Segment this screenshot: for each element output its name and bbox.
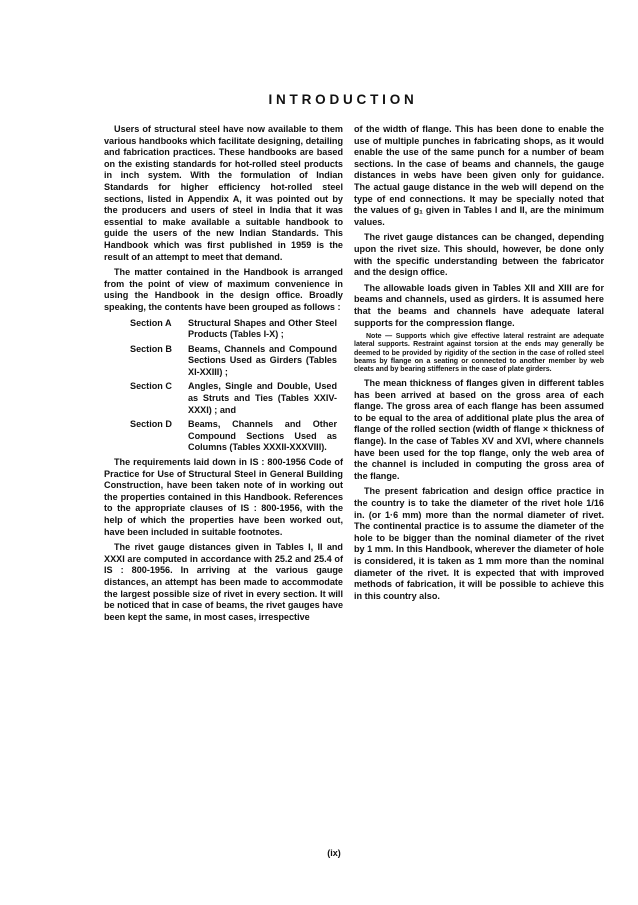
section-list-item xyxy=(130,344,343,379)
section-label: Section C xyxy=(130,381,172,392)
paragraph: of the width of flange. This has been done to enable the use of multiple punches in fabricating shops, as it would enable the use of the same punch for a number of beam sections. In the case of beams and channels, the gauge distances in webs have been given only for guidance. The actual gauge distance in the web will depend on the type of end connections. It may be specially noted that the values of g₁ given in Tables I and II, are the minimum values. xyxy=(354,124,604,227)
note xyxy=(354,333,604,374)
section-list-item xyxy=(130,381,343,416)
section-description: Structural Shapes and Other Steel Products (Tables I-X) ; xyxy=(188,317,337,340)
section-list-item xyxy=(130,318,343,341)
left-column xyxy=(104,124,343,627)
paragraph: The mean thickness of flanges given in different tables has been arrived at based on the gross area of each flange. The gross area of each flange has been assumed to be equal to the area of additional plate plus the area of flange of the rolled section (width of flange × thickness of flange). In the case of Tables XV and XVI, where channels have been used for the top flange, only the web area of the channel is included in computing the gross area of the flange. xyxy=(354,378,604,481)
page-number: (ix) xyxy=(327,848,341,858)
section-description: Angles, Single and Double, Used as Struts and Ties (Tables XXIV-XXXI) ; and xyxy=(188,381,337,415)
right-column xyxy=(354,124,604,606)
paragraph: Users of structural steel have now available to them various handbooks which facilitate designing, detailing and fabrication practices. These handbooks are based on the existing standards for hot-rolled steel products in inch system. With the formulation of Indian Standards for higher efficiency hot-rolled steel sections, listed in Appendix A, it was pointed out by the producers and users of steel in India that it was essential to make available a suitable handbook to guide the users of the new Indian Standards. This Handbook which was first published in 1959 is the result of an attempt to meet that demand. xyxy=(104,124,343,262)
section-description: Beams, Channels and Compound Sections Used as Girders (Tables XI-XXIII) ; xyxy=(188,343,337,377)
section-label: Section A xyxy=(130,317,172,328)
paragraph: The requirements laid down in IS : 800-1956 Code of Practice for Use of Structural Steel in General Building Construction, have been taken note of in working out the properties contained in this Handbook. References to the appropriate clauses of IS : 800-1956, with the help of which the properties have been worked out, have been included in suitable footnotes. xyxy=(104,457,343,537)
section-list-item xyxy=(130,419,343,454)
page-title: INTRODUCTION xyxy=(268,92,418,107)
section-label: Section D xyxy=(130,419,172,430)
paragraph: The allowable loads given in Tables XII and XIII are for beams and channels, used as girders. It is assumed here that the beams and channels have adequate lateral supports for the compression flange. xyxy=(354,282,604,328)
paragraph: The present fabrication and design office practice in the country is to take the diameter of the rivet hole 1/16 in. (or 1·6 mm) more than the normal diameter of rivet. The continental practice is to assume the diameter of the hole to be bigger than the nominal diameter of the rivet by 1 mm. In this Handbook, wherever the diameter of hole is considered, it is taken as 1 mm more than the nominal diameter of the rivet. It is expected that with improved methods of fabrication, it will be possible to achieve this in this country also. xyxy=(354,486,604,601)
paragraph: The rivet gauge distances given in Tables I, II and XXXI are computed in accordance with 25.2 and 25.4 of IS : 800-1956. In arriving at the various gauge distances, an attempt has been made to accommodate the largest possible size of rivet in every section. It will be noticed that in case of beams, the rivet gauges have been kept the same, in most cases, irrespective xyxy=(104,542,343,622)
paragraph: The rivet gauge distances can be changed, depending upon the rivet size. This should, however, be done only with the specific understanding between the fabricator and the design office. xyxy=(354,232,604,278)
note-label: Note — xyxy=(366,333,396,341)
paragraph: The matter contained in the Handbook is arranged from the point of view of maximum convenience in using the Handbook in the design office. Broadly speaking, the contents have been grouped as follows : xyxy=(104,267,343,312)
section-description: Beams, Channels and Other Compound Sections Used as Columns (Tables XXXII-XXXVIII). xyxy=(188,419,337,453)
note-text: Supports which give effective lateral restraint are adequate lateral supports. Restraint against torsion at the ends may generally be deemed to be provided by rigidity of the section in the case of rolled steel beams by flange on a seating or connected to another member by web cleats and by bearing stiffeners in the case of plate girders. xyxy=(354,333,604,373)
section-label: Section B xyxy=(130,343,172,354)
